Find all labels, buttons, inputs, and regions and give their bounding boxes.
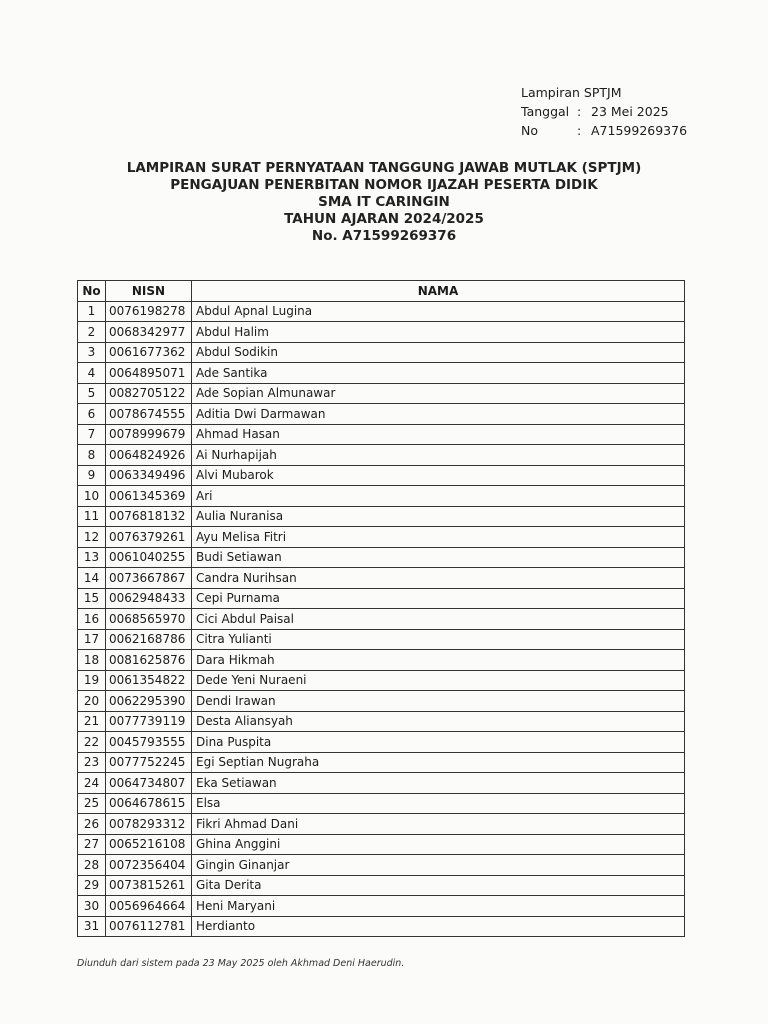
row-nisn: 0076379261 (106, 527, 192, 548)
table-row (78, 465, 685, 486)
row-nama: Ai Nurhapijah (192, 445, 685, 466)
row-no: 5 (78, 383, 106, 404)
table-row (78, 896, 685, 917)
row-nama: Candra Nurihsan (192, 568, 685, 589)
row-nisn: 0068565970 (106, 609, 192, 630)
meta-date-row (521, 102, 687, 121)
row-nama: Cepi Purnama (192, 588, 685, 609)
row-nama: Elsa (192, 793, 685, 814)
table-row (78, 650, 685, 671)
row-nisn: 0061345369 (106, 486, 192, 507)
row-no: 19 (78, 670, 106, 691)
row-nisn: 0082705122 (106, 383, 192, 404)
meta-no-row (521, 121, 687, 140)
row-no: 25 (78, 793, 106, 814)
table-row (78, 732, 685, 753)
row-nama: Ahmad Hasan (192, 424, 685, 445)
row-nisn: 0064895071 (106, 363, 192, 384)
table-row (78, 588, 685, 609)
table-row (78, 383, 685, 404)
table-row (78, 855, 685, 876)
row-nama: Gita Derita (192, 875, 685, 896)
table-row (78, 527, 685, 548)
row-no: 26 (78, 814, 106, 835)
table-row (78, 609, 685, 630)
row-nama: Gingin Ginanjar (192, 855, 685, 876)
row-nama: Herdianto (192, 916, 685, 937)
row-no: 13 (78, 547, 106, 568)
table-row (78, 670, 685, 691)
row-nisn: 0076818132 (106, 506, 192, 527)
table-row (78, 486, 685, 507)
title-line-2: PENGAJUAN PENERBITAN NOMOR IJAZAH PESERTA DIDIK (170, 177, 598, 193)
row-nama: Dendi Irawan (192, 691, 685, 712)
meta-no-sep: : (577, 123, 582, 138)
title-line-4: TAHUN AJARAN 2024/2025 (284, 211, 484, 227)
row-nama: Abdul Sodikin (192, 342, 685, 363)
row-no: 22 (78, 732, 106, 753)
table-body (78, 301, 685, 937)
row-nama: Egi Septian Nugraha (192, 752, 685, 773)
meta-heading: Lampiran SPTJM (521, 85, 622, 100)
row-nisn: 0077739119 (106, 711, 192, 732)
table-row (78, 506, 685, 527)
row-nisn: 0064824926 (106, 445, 192, 466)
row-nama: Citra Yulianti (192, 629, 685, 650)
row-nama: Eka Setiawan (192, 773, 685, 794)
row-no: 6 (78, 404, 106, 425)
row-no: 28 (78, 855, 106, 876)
header-nisn: NISN (106, 281, 192, 302)
row-nisn: 0076112781 (106, 916, 192, 937)
header-no: No (78, 281, 106, 302)
row-nama: Abdul Apnal Lugina (192, 301, 685, 322)
row-nisn: 0081625876 (106, 650, 192, 671)
table-row (78, 711, 685, 732)
row-nisn: 0064734807 (106, 773, 192, 794)
row-nisn: 0063349496 (106, 465, 192, 486)
title-line-3: SMA IT CARINGIN (318, 194, 450, 210)
header-nama: NAMA (192, 281, 685, 302)
table-row (78, 547, 685, 568)
row-nama: Aulia Nuranisa (192, 506, 685, 527)
table-row (78, 424, 685, 445)
row-nisn: 0061677362 (106, 342, 192, 363)
row-no: 21 (78, 711, 106, 732)
meta-date-value: 23 Mei 2025 (591, 104, 669, 119)
row-nama: Budi Setiawan (192, 547, 685, 568)
document-title (0, 160, 768, 245)
table-row (78, 814, 685, 835)
row-no: 1 (78, 301, 106, 322)
row-nisn: 0076198278 (106, 301, 192, 322)
row-no: 7 (78, 424, 106, 445)
row-no: 11 (78, 506, 106, 527)
table-header-row (78, 281, 685, 302)
row-no: 9 (78, 465, 106, 486)
meta-date-label: Tanggal (521, 104, 570, 119)
row-nama: Abdul Halim (192, 322, 685, 343)
row-nama: Ayu Melisa Fitri (192, 527, 685, 548)
row-nisn: 0064678615 (106, 793, 192, 814)
row-nama: Dara Hikmah (192, 650, 685, 671)
table-row (78, 834, 685, 855)
row-nisn: 0078999679 (106, 424, 192, 445)
row-nama: Ade Santika (192, 363, 685, 384)
table-row (78, 445, 685, 466)
row-no: 18 (78, 650, 106, 671)
row-nama: Heni Maryani (192, 896, 685, 917)
row-nisn: 0072356404 (106, 855, 192, 876)
table-row (78, 301, 685, 322)
row-no: 2 (78, 322, 106, 343)
download-note: Diunduh dari sistem pada 23 May 2025 oleh Akhmad Deni Haerudin. (77, 958, 405, 969)
row-no: 27 (78, 834, 106, 855)
row-no: 23 (78, 752, 106, 773)
row-nama: Dina Puspita (192, 732, 685, 753)
row-nisn: 0061354822 (106, 670, 192, 691)
row-no: 14 (78, 568, 106, 589)
row-nama: Aditia Dwi Darmawan (192, 404, 685, 425)
table-row (78, 629, 685, 650)
table-row (78, 691, 685, 712)
row-nama: Fikri Ahmad Dani (192, 814, 685, 835)
row-nisn: 0073667867 (106, 568, 192, 589)
title-line-5: No. A71599269376 (311, 228, 457, 244)
row-no: 3 (78, 342, 106, 363)
row-nisn: 0078293312 (106, 814, 192, 835)
table-row (78, 322, 685, 343)
row-no: 17 (78, 629, 106, 650)
row-nisn: 0065216108 (106, 834, 192, 855)
row-nisn: 0062948433 (106, 588, 192, 609)
row-nama: Ade Sopian Almunawar (192, 383, 685, 404)
row-no: 15 (78, 588, 106, 609)
row-no: 20 (78, 691, 106, 712)
row-no: 8 (78, 445, 106, 466)
row-nama: Cici Abdul Paisal (192, 609, 685, 630)
student-table (77, 280, 685, 937)
table-row (78, 404, 685, 425)
row-no: 10 (78, 486, 106, 507)
row-nisn: 0078674555 (106, 404, 192, 425)
row-nama: Ghina Anggini (192, 834, 685, 855)
table-row (78, 342, 685, 363)
row-no: 4 (78, 363, 106, 384)
row-no: 31 (78, 916, 106, 937)
table-row (78, 752, 685, 773)
row-nisn: 0077752245 (106, 752, 192, 773)
table-row (78, 363, 685, 384)
table-row (78, 916, 685, 937)
row-no: 29 (78, 875, 106, 896)
row-no: 24 (78, 773, 106, 794)
row-no: 16 (78, 609, 106, 630)
table-row (78, 875, 685, 896)
row-nisn: 0062295390 (106, 691, 192, 712)
table-row (78, 568, 685, 589)
row-nama: Ari (192, 486, 685, 507)
row-nisn: 0056964664 (106, 896, 192, 917)
row-nisn: 0045793555 (106, 732, 192, 753)
row-nama: Dede Yeni Nuraeni (192, 670, 685, 691)
table-row (78, 773, 685, 794)
row-nama: Desta Aliansyah (192, 711, 685, 732)
row-nama: Alvi Mubarok (192, 465, 685, 486)
row-no: 30 (78, 896, 106, 917)
row-nisn: 0073815261 (106, 875, 192, 896)
row-nisn: 0061040255 (106, 547, 192, 568)
row-no: 12 (78, 527, 106, 548)
row-nisn: 0068342977 (106, 322, 192, 343)
document-meta (521, 83, 687, 140)
meta-no-value: A71599269376 (591, 123, 688, 138)
meta-no-label: No (521, 123, 538, 138)
row-nisn: 0062168786 (106, 629, 192, 650)
title-line-1: LAMPIRAN SURAT PERNYATAAN TANGGUNG JAWAB MUTLAK (SPTJM) (126, 160, 642, 176)
table-row (78, 793, 685, 814)
meta-date-sep: : (577, 104, 582, 119)
